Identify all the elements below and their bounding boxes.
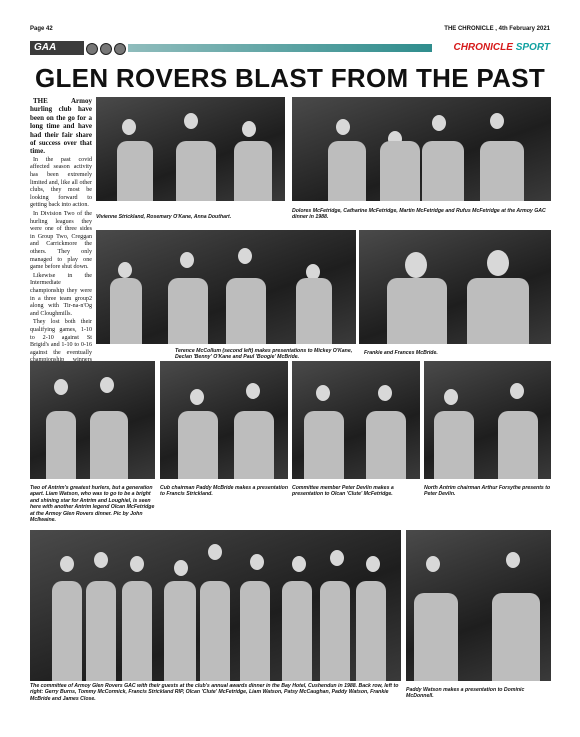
caption-photo-3: Terence McCollum (second left) makes presentations to Mickey O'Kane, Declan 'Benny' O'Kane and Paul 'Boogie' McBride. xyxy=(175,348,353,361)
brand-chronicle: CHRONICLE xyxy=(453,42,513,53)
photo-mcfetridge-family xyxy=(292,97,551,201)
brand-sport: SPORT xyxy=(515,42,550,53)
photo-devlin-mcfetridge xyxy=(292,361,420,479)
photo-frankie-frances xyxy=(359,230,551,344)
caption-photo-10: Paddy Watson makes a presentation to Dominic McDonnell. xyxy=(406,687,525,700)
photo-forsythe-devlin xyxy=(424,361,551,479)
photo-watson-mcdonnell xyxy=(406,530,551,681)
caption-photo-4: Frankie and Frances McBride. xyxy=(364,350,438,356)
caption-photo-5: Two of Antrim's greatest hurlers, but a generation apart. Liam Watson, who was to go to be a bright and shining star for Antrim and Loughiel, is seen here with another Antrim legend Olcan McFetridge at the Armoy Glen Rovers dinner. Pic by John McIlwaine. xyxy=(30,485,155,524)
page-header xyxy=(30,22,550,36)
page-number: Page 42 xyxy=(30,26,53,32)
caption-photo-2: Dolores McFetridge, Catharine McFetridge, Martin McFetridge and Rufus McFetridge at the Armoy GAC dinner in 1988. xyxy=(292,208,546,221)
caption-photo-9: The committee of Armoy Glen Rovers GAC with their guests at the club's annual awards dinner in the Bay Hotel, Cushendun in 1988. Back row, left to right: Gerry Burns, Tommy McCormick, Francis Strickland RIP, Olcan 'Clute' McFetridge, Liam Watson, Patsy McCaughan, Paddy Watson, Frankie McBride and James Close. xyxy=(30,683,399,702)
caption-photo-1: Vivienne Strickland, Rosemary O'Kane, Anna Douthart. xyxy=(96,214,232,220)
gaa-tag: GAA xyxy=(30,41,84,55)
brand-logo xyxy=(453,41,550,55)
caption-photo-6: Cub chairman Paddy McBride makes a presentation to Francis Strickland. xyxy=(160,485,288,498)
caption-photo-8: North Antrim chairman Arthur Forsythe presents to Peter Devlin. xyxy=(424,485,551,498)
photo-watson-mcfetridge xyxy=(30,361,155,479)
photo-three-women xyxy=(96,97,285,201)
article-body xyxy=(30,97,92,405)
section-bar xyxy=(30,41,550,55)
caption-photo-7: Committee member Peter Devlin makes a presentation to Olcan 'Clute' McFetridge. xyxy=(292,485,394,498)
sports-balls-icon xyxy=(86,43,126,55)
article-paragraph: They lost both their qualifying games, 1-10 to 2-10 against St Brigid's and 1-10 to 0-16 against the eventually xyxy=(30,319,92,356)
date-line: THE CHRONICLE , 4th February 2021 xyxy=(444,26,550,32)
article-paragraph: In Division Two of the hurling leagues they were one of three sides in Group Two, Creggan and Carrickmore the others. They only managed to play one game before shut down. xyxy=(30,211,92,271)
page-title: GLEN ROVERS BLAST FROM THE PAST xyxy=(34,63,546,93)
divider-bar xyxy=(128,44,432,52)
photo-mcbride-strickland xyxy=(160,361,288,479)
article-paragraph: Likewise in the Intermediate championship they were in a three team group2 along with Tir-na-n'Og and Cloughmills. xyxy=(30,272,92,317)
photo-committee-group xyxy=(30,530,401,681)
article-intro: THE Armoy hurling club have been on the go for a long time and have had their fair share of success over that time. xyxy=(30,97,92,156)
photo-presentations xyxy=(96,230,356,344)
article-paragraph: In the past covid affected season activity has been extremely limited and, like all other clubs, they most be looking forward to getting back into action. xyxy=(30,156,92,209)
